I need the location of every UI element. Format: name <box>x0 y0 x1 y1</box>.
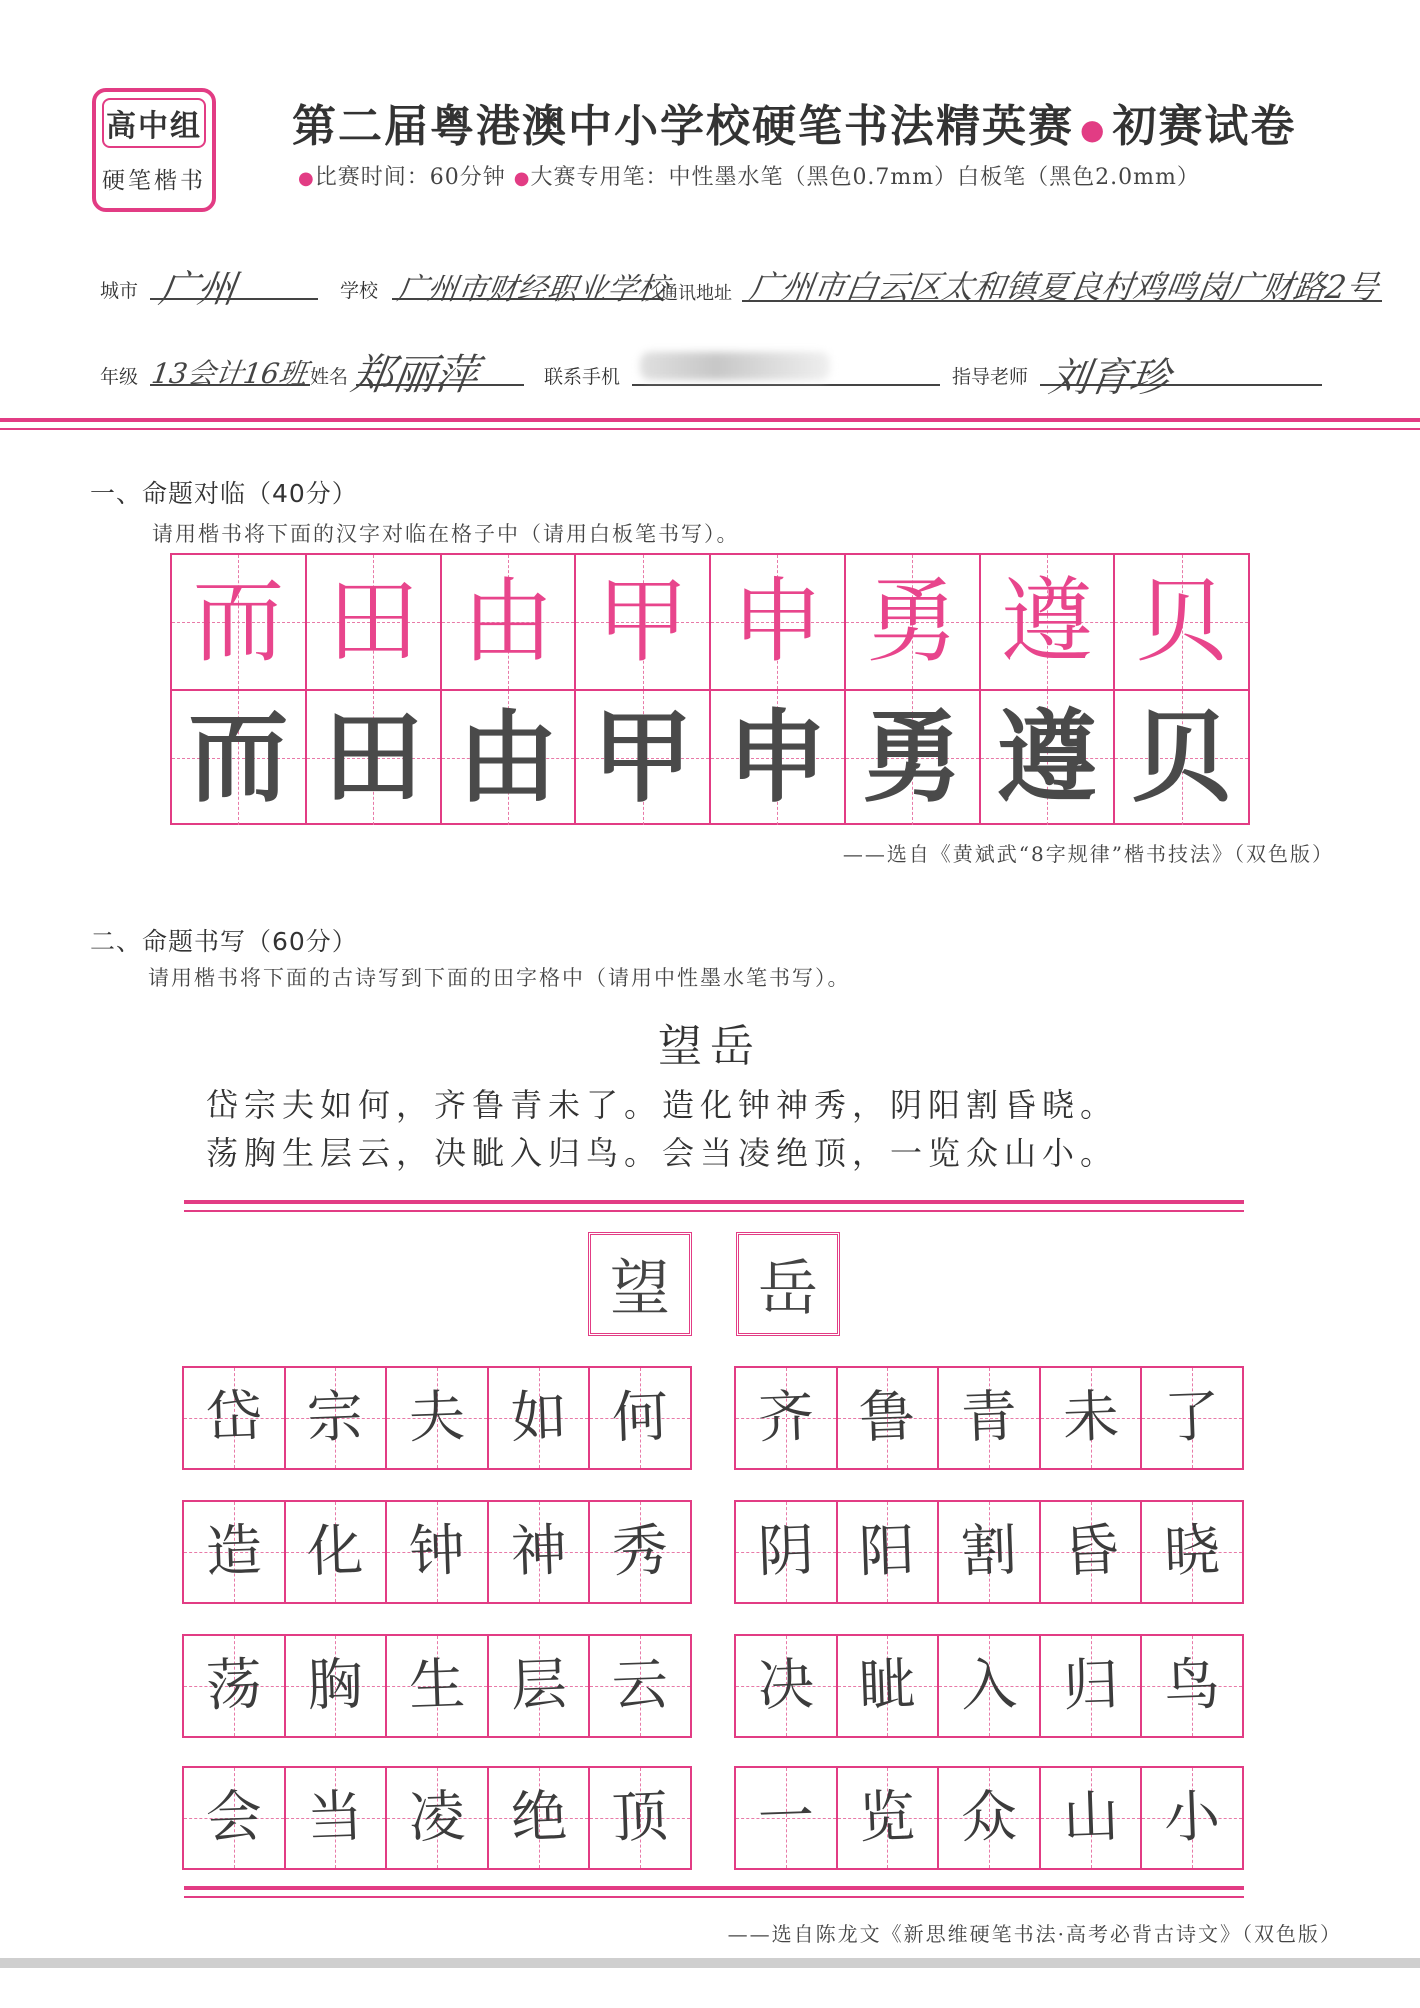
writing-cell[interactable]: 鸟 <box>1142 1636 1242 1736</box>
time-rule: 比赛时间：60分钟 <box>314 165 506 190</box>
poem-line-1: 岱宗夫如何，齐鲁青未了。造化钟神秀，阴阳割昏晓。 <box>206 1086 1119 1124</box>
model-cell: 勇 <box>846 555 981 689</box>
pen-rule: 大赛专用笔：中性墨水笔（黑色0.7mm）白板笔（黑色2.0mm） <box>530 165 1200 190</box>
writing-cell[interactable]: 会 <box>184 1768 286 1868</box>
written-row <box>172 691 1248 825</box>
badge-group-label: 高中组 <box>102 98 206 148</box>
address-field[interactable]: 广州市白云区太和镇夏良村鸡鸣岗广财路2号 <box>747 268 1381 306</box>
title-suffix: 初赛试卷 <box>1112 101 1297 152</box>
writing-row-left <box>182 1500 692 1604</box>
header-divider <box>0 418 1420 422</box>
writing-row-right <box>734 1634 1244 1738</box>
model-cell: 而 <box>172 555 307 689</box>
writing-cell[interactable]: 钟 <box>387 1502 489 1602</box>
writing-cell[interactable]: 化 <box>286 1502 388 1602</box>
writing-cell[interactable]: 小 <box>1142 1768 1242 1868</box>
writing-cell[interactable]: 云 <box>590 1636 690 1736</box>
copy-grid <box>170 553 1250 825</box>
grid-bottom-rule-thin <box>184 1896 1244 1898</box>
section2-source: ——选自陈龙文《新思维硬笔书法·高考必背古诗文》（双色版） <box>727 1922 1342 1946</box>
section2-title: 二、命题书写（60分） <box>90 927 358 956</box>
header-divider-thin <box>0 428 1420 430</box>
writing-cell[interactable]: 造 <box>184 1502 286 1602</box>
title-main: 第二届粤港澳中小学校硬笔书法精英赛 <box>292 101 1074 152</box>
grade-field[interactable]: 13会计16班 <box>149 357 310 390</box>
grid-top-rule <box>184 1200 1244 1204</box>
model-cell: 申 <box>711 555 846 689</box>
poem-title: 望岳 <box>658 1021 762 1072</box>
model-cell: 由 <box>442 555 577 689</box>
model-cell: 田 <box>307 555 442 689</box>
writing-cell[interactable]: 归 <box>1041 1636 1143 1736</box>
writing-cell[interactable]: 决 <box>736 1636 838 1736</box>
writing-cell[interactable]: 神 <box>489 1502 591 1602</box>
phone-line <box>632 384 940 386</box>
writing-cell[interactable]: 绝 <box>489 1768 591 1868</box>
footer-band <box>0 1958 1420 1968</box>
phone-field-redacted[interactable] <box>640 352 830 380</box>
writing-row-left <box>182 1766 692 1870</box>
model-cell: 甲 <box>576 555 711 689</box>
school-field[interactable]: 广州市财经职业学校 <box>395 272 670 307</box>
writing-cell[interactable]: 荡 <box>184 1636 286 1736</box>
section1-title: 一、命题对临（40分） <box>90 479 358 508</box>
city-label: 城市 <box>100 280 139 302</box>
writing-cell[interactable]: 夫 <box>387 1368 489 1468</box>
writing-cell[interactable]: 贝 <box>1115 691 1248 825</box>
grade-label: 年级 <box>100 366 139 388</box>
school-label: 学校 <box>340 280 379 302</box>
writing-row-left <box>182 1366 692 1470</box>
writing-row-right <box>734 1766 1244 1870</box>
writing-cell[interactable]: 生 <box>387 1636 489 1736</box>
writing-cell[interactable]: 如 <box>489 1368 591 1468</box>
competition-rules <box>298 160 1200 191</box>
writing-cell[interactable]: 青 <box>939 1368 1041 1468</box>
model-row <box>172 555 1248 691</box>
writing-cell[interactable]: 甲 <box>576 691 711 825</box>
city-field[interactable]: 广州 <box>156 267 239 311</box>
section1-instructions: 请用楷书将下面的汉字对临在格子中（请用白板笔书写）。 <box>152 522 740 546</box>
page-title <box>292 90 1296 154</box>
writing-cell[interactable]: 鲁 <box>838 1368 940 1468</box>
writing-row-left <box>182 1634 692 1738</box>
bullet-dot-icon: ● <box>513 168 531 189</box>
teacher-label: 指导老师 <box>952 366 1029 388</box>
section2-instructions: 请用楷书将下面的古诗写到下面的田字格中（请用中性墨水笔书写）。 <box>148 966 851 990</box>
title-char: 岳 <box>758 1254 818 1324</box>
writing-cell[interactable]: 览 <box>838 1768 940 1868</box>
category-badge <box>92 88 216 212</box>
writing-cell[interactable]: 勇 <box>846 691 981 825</box>
writing-row-right <box>734 1500 1244 1604</box>
writing-cell[interactable]: 晓 <box>1142 1502 1242 1602</box>
poem-line-2: 荡胸生层云，决眦入归鸟。会当凌绝顶，一览众山小。 <box>206 1134 1119 1172</box>
grid-top-rule-thin <box>184 1210 1244 1212</box>
name-label: 姓名 <box>310 366 349 388</box>
title-char-box[interactable] <box>736 1232 840 1336</box>
writing-cell[interactable]: 而 <box>172 691 307 825</box>
writing-cell[interactable]: 秀 <box>590 1502 690 1602</box>
badge-style-label: 硬笔楷书 <box>102 167 206 194</box>
writing-cell[interactable]: 层 <box>489 1636 591 1736</box>
address-label: 通讯地址 <box>660 283 732 304</box>
writing-cell[interactable]: 宗 <box>286 1368 388 1468</box>
name-field[interactable]: 郑丽萍 <box>348 350 482 399</box>
writing-cell[interactable]: 未 <box>1041 1368 1143 1468</box>
teacher-field[interactable]: 刘育珍 <box>1046 355 1173 401</box>
writing-cell[interactable]: 遵 <box>981 691 1116 825</box>
model-cell: 贝 <box>1115 555 1248 689</box>
writing-cell[interactable]: 昏 <box>1041 1502 1143 1602</box>
section1-source: ——选自《黄斌武“8字规律”楷书技法》（双色版） <box>842 842 1334 866</box>
writing-cell[interactable]: 顶 <box>590 1768 690 1868</box>
writing-cell[interactable]: 田 <box>307 691 442 825</box>
writing-cell[interactable]: 了 <box>1142 1368 1242 1468</box>
writing-cell[interactable]: 入 <box>939 1636 1041 1736</box>
title-char-box[interactable] <box>588 1232 692 1336</box>
writing-cell[interactable]: 齐 <box>736 1368 838 1468</box>
writing-cell[interactable]: 岱 <box>184 1368 286 1468</box>
writing-cell[interactable]: 当 <box>286 1768 388 1868</box>
writing-cell[interactable]: 割 <box>939 1502 1041 1602</box>
writing-cell[interactable]: 阴 <box>736 1502 838 1602</box>
writing-cell[interactable]: 申 <box>711 691 846 825</box>
title-char: 望 <box>610 1254 670 1324</box>
writing-cell[interactable]: 胸 <box>286 1636 388 1736</box>
bullet-dot-icon: ● <box>298 168 315 189</box>
model-cell: 遵 <box>981 555 1116 689</box>
writing-row-right <box>734 1366 1244 1470</box>
grid-bottom-rule <box>184 1886 1244 1890</box>
writing-cell[interactable]: 眦 <box>838 1636 940 1736</box>
writing-cell[interactable]: 众 <box>939 1768 1041 1868</box>
writing-cell[interactable]: 凌 <box>387 1768 489 1868</box>
title-dot-icon: ● <box>1080 112 1107 146</box>
writing-cell[interactable]: 山 <box>1041 1768 1143 1868</box>
writing-cell[interactable]: 由 <box>442 691 577 825</box>
writing-cell[interactable]: 一 <box>736 1768 838 1868</box>
writing-cell[interactable]: 何 <box>590 1368 690 1468</box>
writing-cell[interactable]: 阳 <box>838 1502 940 1602</box>
phone-label: 联系手机 <box>544 366 621 388</box>
